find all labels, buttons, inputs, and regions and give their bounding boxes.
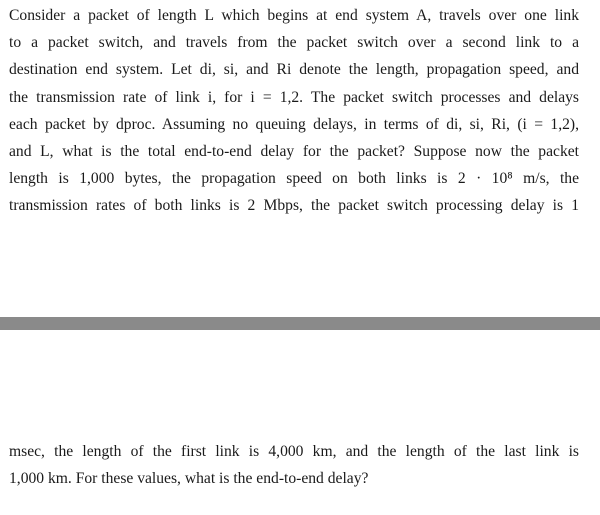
text-line: to a packet switch, and travels from the packet switch over a second link to a xyxy=(9,34,579,52)
text-line: destination end system. Let di, si, and Ri denote the length, propagation speed, and xyxy=(9,61,579,79)
text-line: length is 1,000 bytes, the propagation speed on both links is 2 · 10⁸ m/s, the xyxy=(9,170,579,188)
question-text-part-1 xyxy=(9,2,579,220)
text-line: and L, what is the total end-to-end delay for the packet? Suppose now the packet xyxy=(9,143,579,161)
question-text-part-2 xyxy=(9,438,579,492)
text-line: msec, the length of the first link is 4,000 km, and the length of the last link is xyxy=(9,443,579,460)
text-line: 1,000 km. For these values, what is the end-to-end delay? xyxy=(9,470,369,488)
text-line: the transmission rate of link i, for i = 1,2. The packet switch processes and delays xyxy=(9,88,579,106)
text-line: Consider a packet of length L which begins at end system A, travels over one link xyxy=(9,7,579,24)
text-line: each packet by dproc. Assuming no queuing delays, in terms of di, si, Ri, (i = 1,2), xyxy=(9,115,579,133)
page-break-divider xyxy=(0,317,600,330)
text-line: transmission rates of both links is 2 Mbps, the packet switch processing delay is 1 xyxy=(9,197,579,215)
